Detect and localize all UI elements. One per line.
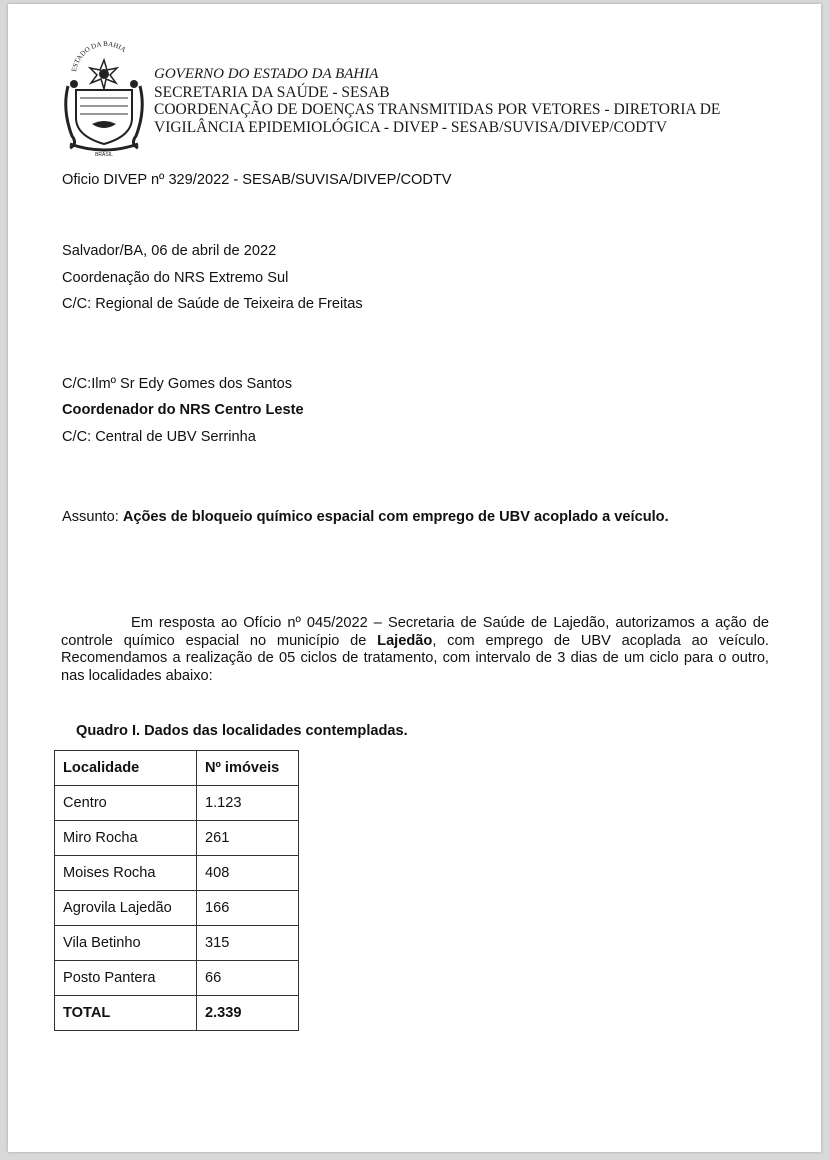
table-row — [55, 856, 299, 891]
svg-text:ESTADO DA BAHIA — [70, 40, 127, 72]
cc-title-line: Coordenador do NRS Centro Leste — [62, 402, 304, 418]
count-cell: 1.123 — [197, 786, 299, 821]
table-total-row — [55, 996, 299, 1031]
total-label: TOTAL — [55, 996, 197, 1031]
count-cell: 166 — [197, 891, 299, 926]
bahia-coat-of-arms-icon — [58, 40, 150, 158]
locality-cell: Agrovila Lajedão — [55, 891, 197, 926]
table-row — [55, 786, 299, 821]
locality-cell: Centro — [55, 786, 197, 821]
coordination-line: COORDENAÇÃO DE DOENÇAS TRANSMITIDAS POR VETORES - DIRETORIA DE — [154, 101, 721, 118]
secretariat-line: SECRETARIA DA SAÚDE - SESAB — [154, 83, 390, 101]
count-cell: 315 — [197, 926, 299, 961]
recipient-cc-line: C/C: Regional de Saúde de Teixeira de Freitas — [62, 296, 363, 312]
body-municipality: Lajedão — [377, 632, 433, 649]
subject-line — [62, 509, 669, 525]
body-text-1: Em resposta ao Ofício nº 045/2022 – Secretaria de Saúde de Lajedão, autorizamos a ação de controle químico espacial no município de — [61, 615, 769, 649]
letterhead — [154, 66, 720, 136]
subject-label: Assunto: — [62, 509, 123, 525]
locality-cell: Moises Rocha — [55, 856, 197, 891]
table-row — [55, 891, 299, 926]
total-value: 2.339 — [197, 996, 299, 1031]
count-cell: 261 — [197, 821, 299, 856]
directorate-line: VIGILÂNCIA EPIDEMIOLÓGICA - DIVEP - SESAB/SUVISA/DIVEP/CODTV — [154, 118, 668, 136]
body-paragraph — [61, 615, 769, 685]
locality-cell: Vila Betinho — [55, 926, 197, 961]
cc-central-line: C/C: Central de UBV Serrinha — [62, 429, 256, 445]
oficio-number: Oficio DIVEP nº 329/2022 - SESAB/SUVISA/DIVEP/CODTV — [62, 172, 452, 188]
cc-person-line: C/C:Ilmº Sr Edy Gomes dos Santos — [62, 376, 292, 392]
crest-top-text: ESTADO DA BAHIA — [70, 40, 128, 73]
table-header-row — [55, 751, 299, 786]
header-localidade: Localidade — [55, 751, 197, 786]
table-row — [55, 926, 299, 961]
body-text-2: , com emprego de UBV acoplada ao veículo. Recomendamos a realização de 05 ciclos de tratamento, com intervalo de 3 dias de um ciclo para o outro, nas localidades abaixo: — [61, 632, 769, 684]
count-cell: 408 — [197, 856, 299, 891]
government-title: GOVERNO DO ESTADO DA BAHIA — [154, 66, 379, 82]
crest-bottom-text: BRASIL — [95, 152, 113, 158]
subject-text: Ações de bloqueio químico espacial com emprego de UBV acoplado a veículo. — [122, 509, 669, 525]
date-line: Salvador/BA, 06 de abril de 2022 — [62, 243, 277, 259]
table-row — [55, 821, 299, 856]
table-caption: Quadro I. Dados das localidades contempladas. — [76, 723, 408, 739]
table-row — [55, 961, 299, 996]
localities-table — [54, 750, 299, 1031]
recipient-line: Coordenação do NRS Extremo Sul — [62, 270, 289, 286]
header-imoveis: Nº imóveis — [197, 751, 299, 786]
locality-cell: Posto Pantera — [55, 961, 197, 996]
locality-cell: Miro Rocha — [55, 821, 197, 856]
count-cell: 66 — [197, 961, 299, 996]
